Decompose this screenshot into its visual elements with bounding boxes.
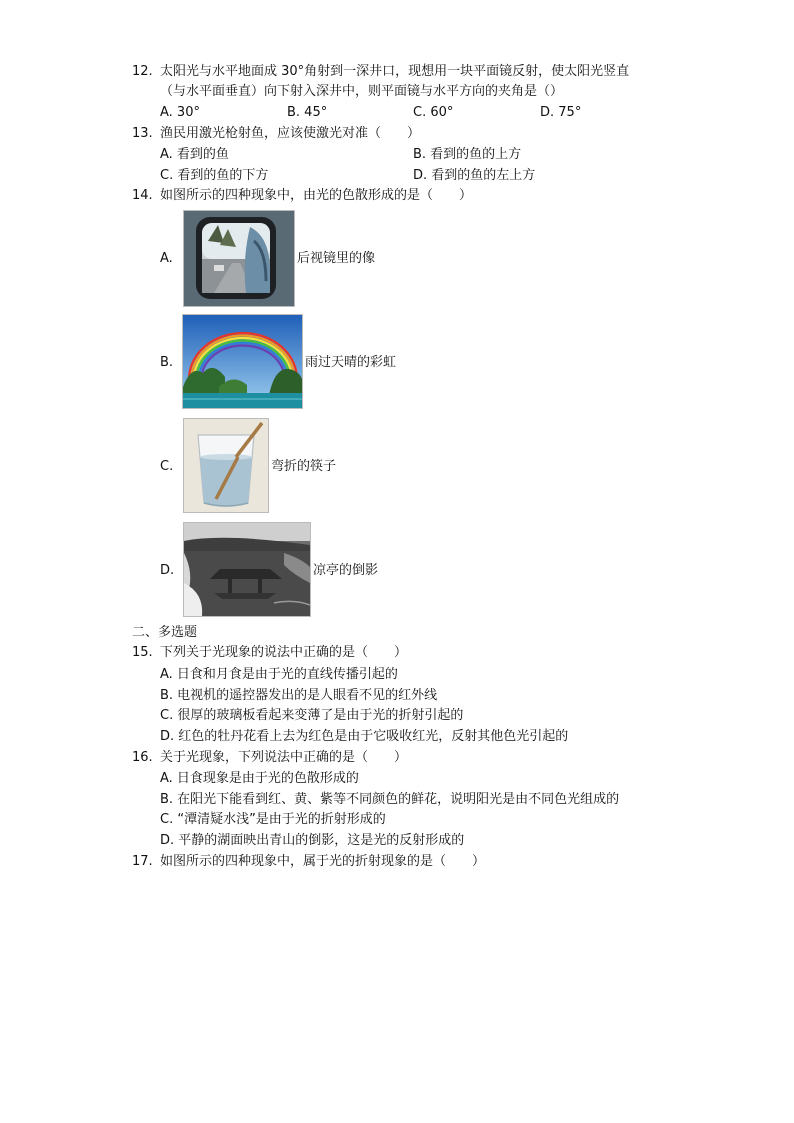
q15-stem: 下列关于光现象的说法中正确的是（ ） [160, 645, 408, 660]
q16-option-d: D. 平静的湖面映出青山的倒影，这是光的反射形成的 [160, 833, 465, 848]
q14-option-b-letter: B. [160, 355, 174, 370]
q15-option-d: D. 红色的牡丹花看上去为红色是由于它吸收红光，反射其他色光引起的 [160, 729, 569, 744]
q14-option-c-letter: C. [160, 459, 174, 474]
q16-stem: 关于光现象，下列说法中正确的是（ ） [160, 750, 408, 765]
q15-option-b: B. 电视机的遥控器发出的是人眼看不见的红外线 [160, 688, 438, 703]
q16-option-b: B. 在阳光下能看到红、黄、紫等不同颜色的鲜花，说明阳光是由不同色光组成的 [160, 792, 620, 807]
pavilion-reflection-photo [183, 522, 311, 617]
rainbow-photo [182, 314, 303, 409]
q14-option-a-caption: 后视镜里的像 [297, 251, 376, 266]
q14-option-d-letter: D. [160, 563, 175, 578]
q12-option-c: C. 60° [413, 105, 454, 120]
q13-option-d: D. 看到的鱼的左上方 [413, 168, 536, 183]
section-title-multiple-choice: 二、多选题 [132, 625, 198, 640]
q12-number: 12. [132, 64, 153, 79]
q16-number: 16. [132, 750, 153, 765]
q15-number: 15. [132, 645, 153, 660]
q12-option-a: A. 30° [160, 105, 200, 120]
q13-option-a: A. 看到的鱼 [160, 147, 229, 162]
q16-option-a: A. 日食现象是由于光的色散形成的 [160, 771, 359, 786]
q14-option-c-caption: 弯折的筷子 [271, 459, 337, 474]
chopstick-in-water-photo [183, 418, 269, 513]
q15-option-a: A. 日食和月食是由于光的直线传播引起的 [160, 667, 398, 682]
q13-option-b: B. 看到的鱼的上方 [413, 147, 522, 162]
q14-number: 14. [132, 188, 153, 203]
q13-number: 13. [132, 126, 153, 141]
q12-option-b: B. 45° [287, 105, 328, 120]
q15-option-c: C. 很厚的玻璃板看起来变薄了是由于光的折射引起的 [160, 708, 464, 723]
q13-stem: 渔民用激光枪射鱼，应该使激光对准（ ） [160, 126, 421, 141]
q13-option-c: C. 看到的鱼的下方 [160, 168, 269, 183]
q12-option-d: D. 75° [540, 105, 582, 120]
q14-option-a-letter: A. [160, 251, 173, 266]
q12-stem-line1: 太阳光与水平地面成 30°角射到一深井口，现想用一块平面镜反射，使太阳光竖直 [160, 64, 630, 79]
q14-stem: 如图所示的四种现象中，由光的色散形成的是（ ） [160, 188, 473, 203]
q17-number: 17. [132, 854, 153, 869]
q12-stem-line2: （与水平面垂直）向下射入深井中，则平面镜与水平方向的夹角是（） [160, 84, 564, 99]
q14-option-b-caption: 雨过天晴的彩虹 [305, 355, 397, 370]
q17-stem: 如图所示的四种现象中，属于光的折射现象的是（ ） [160, 854, 486, 869]
rearview-mirror-photo [183, 210, 295, 307]
q14-option-d-caption: 凉亭的倒影 [313, 563, 379, 578]
q16-option-c: C. “潭清疑水浅”是由于光的折射形成的 [160, 812, 386, 827]
